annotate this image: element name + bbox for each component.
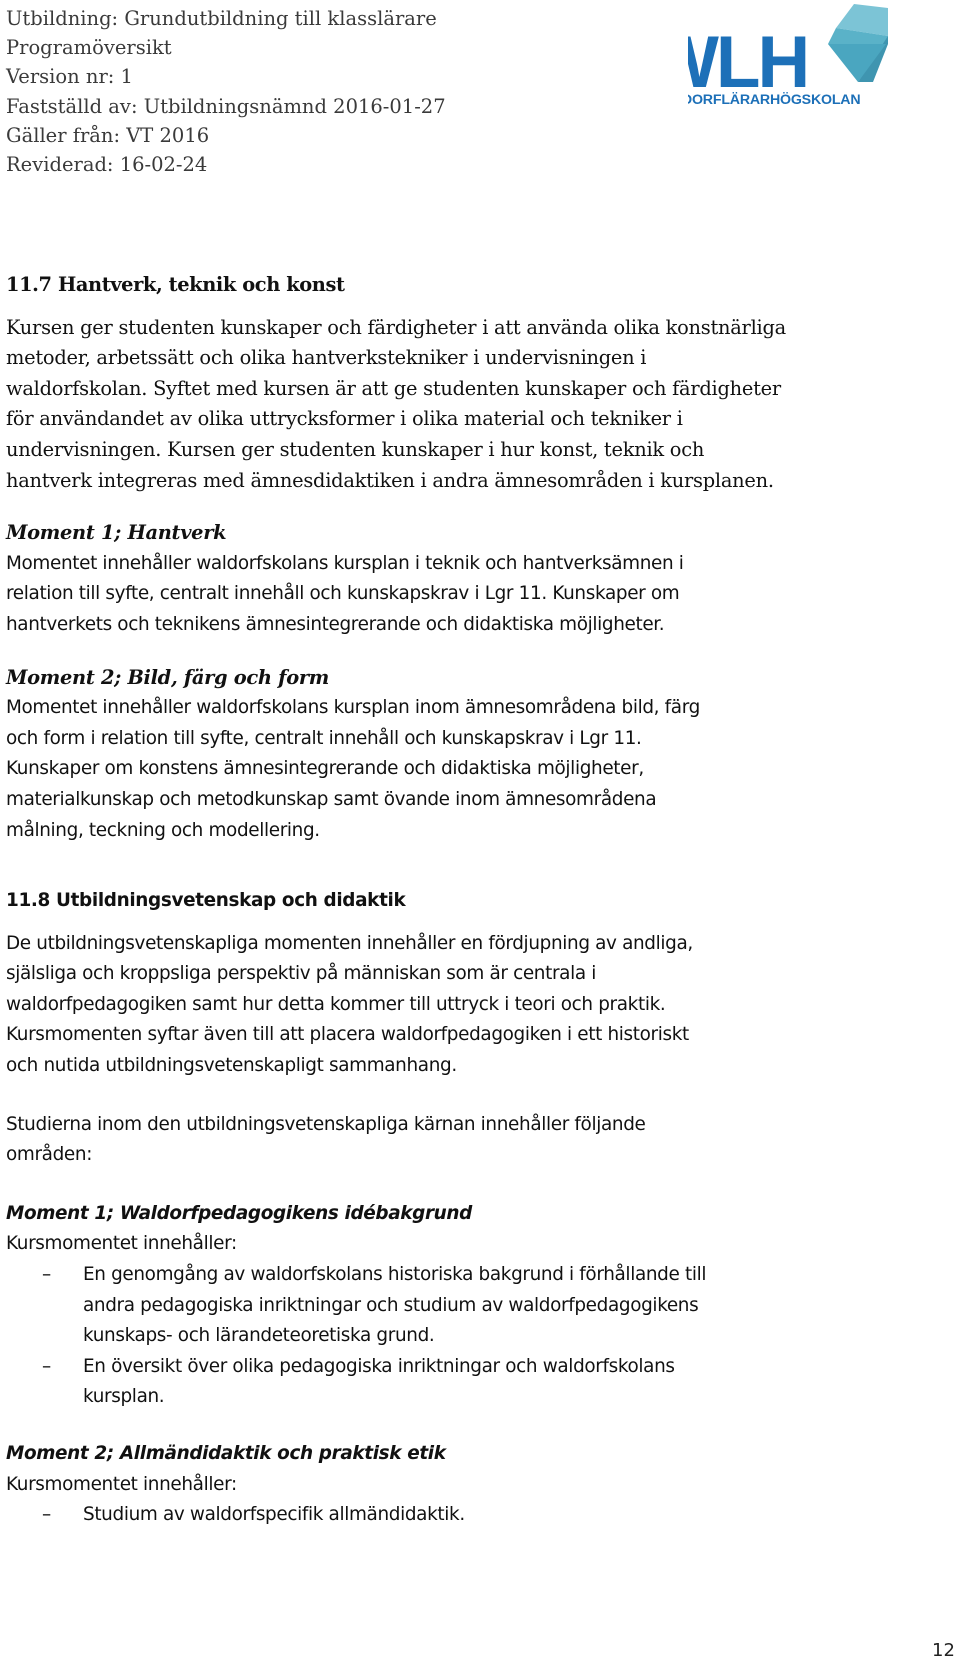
header-program-overview: Programöversikt xyxy=(6,36,172,60)
moment-body xyxy=(6,693,941,846)
text-line: och form i relation till syfte, centralt innehåll och kunskapskrav i Lgr 11. xyxy=(6,727,642,749)
section-11-8 xyxy=(6,846,941,1531)
logo-subtitle: ORFLÄRARHÖGSKOLAN xyxy=(691,92,861,108)
text-line: relation till syfte, centralt innehåll och kunskapskrav i Lgr 11. Kunskaper om xyxy=(6,583,680,605)
dash-bullet: – xyxy=(42,1355,51,1377)
section-11-7 xyxy=(6,270,941,846)
text-line: Kursen ger studenten kunskaper och färdigheter i att använda olika konstnärliga xyxy=(6,315,786,339)
list-item xyxy=(6,1500,941,1531)
moment-title: Moment 1; Waldorfpedagogikens idébakgrund xyxy=(6,1202,472,1224)
moment-title: Moment 2; Bild, färg och form xyxy=(6,665,329,689)
text-line: Studium av waldorfspecifik allmändidaktik. xyxy=(83,1504,465,1526)
section-heading: 11.8 Utbildningsvetenskap och didaktik xyxy=(6,890,406,912)
text-line: hantverkets och teknikens ämnesintegrerande och didaktiska möjligheter. xyxy=(6,613,665,635)
moment-lead: Kursmomentet innehåller: xyxy=(6,1473,237,1495)
text-line: En genomgång av waldorfskolans historiska bakgrund i förhållande till xyxy=(83,1264,707,1286)
header-version: Version nr: 1 xyxy=(6,65,133,89)
text-line: områden: xyxy=(6,1144,93,1166)
moment-body xyxy=(6,549,941,641)
text-line: metoder, arbetssätt och olika hantverkstekniker i undervisningen i xyxy=(6,346,647,370)
moment-title: Moment 1; Hantverk xyxy=(6,521,227,545)
main-content xyxy=(6,270,941,1531)
text-line: och nutida utbildningsvetenskapligt sammanhang. xyxy=(6,1055,457,1077)
text-line: kursplan. xyxy=(83,1386,165,1408)
text-line: materialkunskap och metodkunskap samt övande inom ämnesområdena xyxy=(6,788,657,810)
page-number: 12 xyxy=(932,1640,955,1661)
text-line: waldorfpedagogiken samt hur detta kommer till uttryck i teori och praktik. xyxy=(6,993,666,1015)
dash-bullet: – xyxy=(42,1264,51,1286)
list-item xyxy=(6,1260,941,1352)
bullet-list xyxy=(6,1260,941,1413)
text-line: undervisningen. Kursen ger studenten kunskaper i hur konst, teknik och xyxy=(6,437,705,461)
text-line: hantverk integreras med ämnesdidaktiken i andra ämnesområden i kursplanen. xyxy=(6,468,774,492)
areas-intro xyxy=(6,1110,941,1171)
text-line: En översikt över olika pedagogiska inriktningar och waldorfskolans xyxy=(83,1355,675,1377)
moment-lead: Kursmomentet innehåller: xyxy=(6,1233,237,1255)
text-line: Momentet innehåller waldorfskolans kursplan inom ämnesområdena bild, färg xyxy=(6,697,700,719)
text-line: själsliga och kroppsliga perspektiv på människan som är centrala i xyxy=(6,963,597,985)
header-valid-from: Gäller från: VT 2016 xyxy=(6,123,210,147)
text-line: målning, teckning och modellering. xyxy=(6,819,320,841)
section-intro xyxy=(6,929,941,1082)
text-line: waldorfskolan. Syftet med kursen är att ge studenten kunskaper och färdigheter xyxy=(6,376,781,400)
text-line: för användandet av olika uttrycksformer i olika material och tekniker i xyxy=(6,407,683,431)
header-revised: Reviderad: 16-02-24 xyxy=(6,153,208,177)
wlh-logo xyxy=(688,4,950,124)
section-heading: 11.7 Hantverk, teknik och konst xyxy=(6,273,345,296)
header-approved-by: Fastställd av: Utbildningsnämnd 2016-01-27 xyxy=(6,94,446,118)
logo-wordmark: LH xyxy=(715,22,808,103)
header-education: Utbildning: Grundutbildning till klasslärare xyxy=(6,7,437,30)
text-line: De utbildningsvetenskapliga momenten innehåller en fördjupning av andliga, xyxy=(6,932,693,954)
text-line: kunskaps- och lärandeteoretiska grund. xyxy=(83,1325,435,1347)
text-line: Studierna inom den utbildningsvetenskapliga kärnan innehåller följande xyxy=(6,1113,646,1135)
section-intro xyxy=(6,313,941,497)
text-line: Kursmomenten syftar även till att placera waldorfpedagogiken i ett historiskt xyxy=(6,1024,689,1046)
text-line: Momentet innehåller waldorfskolans kursplan i teknik och hantverksämnen i xyxy=(6,552,684,574)
text-line: Kunskaper om konstens ämnesintegrerande och didaktiska möjligheter, xyxy=(6,758,644,780)
list-item xyxy=(6,1352,941,1413)
moment-title: Moment 2; Allmändidaktik och praktisk etik xyxy=(6,1443,446,1464)
text-line: andra pedagogiska inriktningar och studium av waldorfpedagogikens xyxy=(83,1294,699,1316)
dash-bullet: – xyxy=(42,1504,51,1526)
bullet-list xyxy=(6,1500,941,1531)
document-header xyxy=(6,4,646,179)
